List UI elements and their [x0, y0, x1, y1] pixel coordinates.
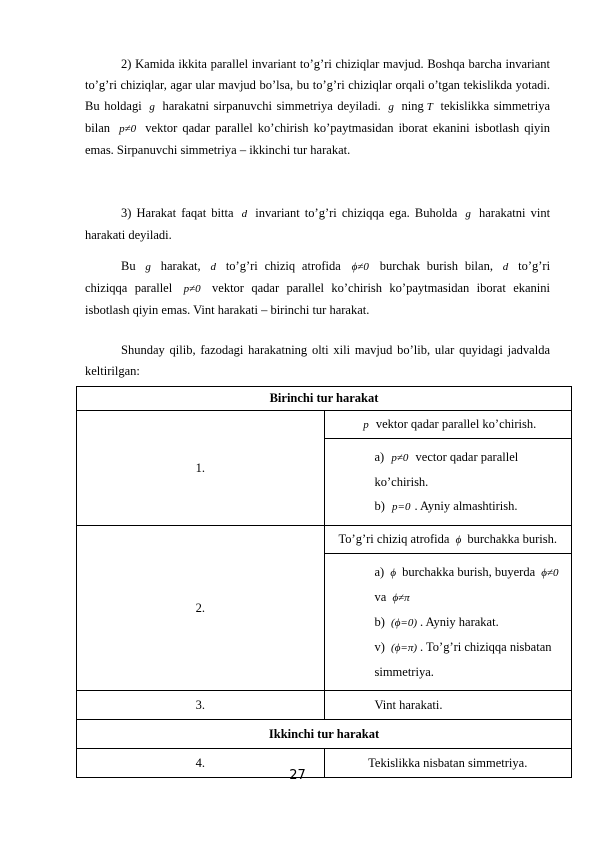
paragraph-3	[85, 203, 550, 246]
text: 3) Harakat faqat bitta	[121, 206, 234, 220]
text: To’g’ri chiziq atrofida	[338, 532, 450, 546]
math-phi: ϕ	[390, 567, 397, 579]
motions-table	[76, 386, 572, 778]
text: harakatni vint harakati deyiladi.	[85, 206, 551, 242]
text: vector qadar parallel ko’chirish.	[374, 450, 519, 489]
text: ning	[401, 99, 424, 113]
math-phi-ne-0: ϕ≠0	[351, 261, 369, 273]
text: invariant to’g’ri chiziqqa ega. Buholda	[255, 206, 458, 220]
row2-items	[324, 554, 572, 691]
text: vektor qadar parallel ko’chirish ko’paytmasidan iborat ekanini isbotlash qiyin emas. Vint harakati – birinchi tur harakat.	[85, 281, 550, 317]
math-p-eq-0: p=0	[392, 501, 411, 513]
math-g: g	[388, 101, 394, 113]
text: to’g’ri chiziqqa parallel	[85, 259, 551, 295]
row4-text: Tekislikka nisbatan simmetriya.	[324, 749, 572, 778]
math-phi: ϕ	[455, 534, 462, 546]
text: to’g’ri chiziq atrofida	[225, 259, 341, 273]
item-label: a)	[374, 450, 385, 464]
item-a	[375, 445, 572, 494]
section-title-first-kind: Birinchi tur harakat	[77, 387, 572, 411]
paragraph-5	[85, 340, 550, 382]
math-phi-eq-pi: (ϕ=π)	[391, 642, 417, 654]
math-g: g	[149, 101, 155, 113]
item-label: b)	[374, 499, 385, 513]
text: 2) Kamida ikkita parallel invariant to’g’ri chiziqlar mavjud. Boshqa barcha invariant to’g’ri chiziqlar, agar ular mavjud bo’lsa, bu to’g’ri chiziqlar orqali o’tgan tekislikda yotadi. Bu holdagi	[85, 57, 550, 113]
item-a	[375, 560, 572, 610]
math-phi-ne-pi: ϕ≠π	[392, 592, 410, 604]
text: burchakka burish, buyerda	[402, 565, 536, 579]
math-g: g	[465, 208, 471, 220]
math-d: d	[241, 208, 248, 220]
item-label: a)	[374, 565, 385, 579]
section-title-second-kind: Ikkinchi tur harakat	[77, 720, 572, 749]
text: Bu	[121, 259, 136, 273]
paragraph-4	[85, 256, 550, 321]
math-p-ne-0: p≠0	[391, 452, 409, 464]
math-g: g	[145, 261, 151, 273]
text: . To’g’ri chiziqqa nisbatan simmetriya.	[374, 640, 552, 679]
page-number: 27	[289, 768, 306, 783]
item-label: v)	[374, 640, 385, 654]
text: burchak burish bilan,	[379, 259, 493, 273]
text: vektor qadar parallel ko’chirish.	[375, 417, 537, 431]
row-number: 1.	[77, 411, 325, 526]
text: va	[374, 590, 387, 604]
item-label: b)	[374, 615, 385, 629]
row-number: 2.	[77, 526, 325, 691]
item-b	[375, 494, 572, 519]
math-phi-ne-0: ϕ≠0	[541, 567, 559, 579]
math-p-ne-0: p≠0	[183, 283, 201, 295]
math-d: d	[502, 261, 509, 273]
row1-items	[324, 439, 572, 526]
row3-text: Vint harakati.	[324, 691, 572, 720]
item-v	[375, 635, 572, 684]
row-number: 4.	[77, 749, 325, 778]
math-phi-eq-0: (ϕ=0)	[391, 617, 417, 629]
paragraph-2	[85, 54, 550, 161]
math-p: p	[363, 419, 369, 431]
text: harakatni sirpanuvchi simmetriya deyiladi.	[162, 99, 381, 113]
text: harakat,	[160, 259, 201, 273]
math-p-ne-0: p≠0	[119, 123, 137, 135]
text: Shunday qilib, fazodagi harakatning olti xili mavjud bo’lib, ular quyidagi jadvalda keltirilgan:	[85, 343, 550, 378]
math-d: d	[210, 261, 216, 273]
row1-header	[324, 411, 572, 439]
row2-header	[324, 526, 572, 554]
text: . Ayniy harakat.	[420, 615, 499, 629]
row-number: 3.	[77, 691, 325, 720]
text: vektor qadar parallel ko’chirish ko’paytmasidan iborat ekanini isbotlash qiyin emas. Sirpanuvchi simmetriya – ikkinchi tur harakat.	[85, 121, 551, 157]
item-b	[375, 610, 572, 635]
text: tekislikka simmetriya bilan	[85, 99, 550, 135]
math-T: T	[426, 101, 433, 113]
text: . Ayniy almashtirish.	[414, 499, 518, 513]
text: burchakka burish.	[467, 532, 557, 546]
